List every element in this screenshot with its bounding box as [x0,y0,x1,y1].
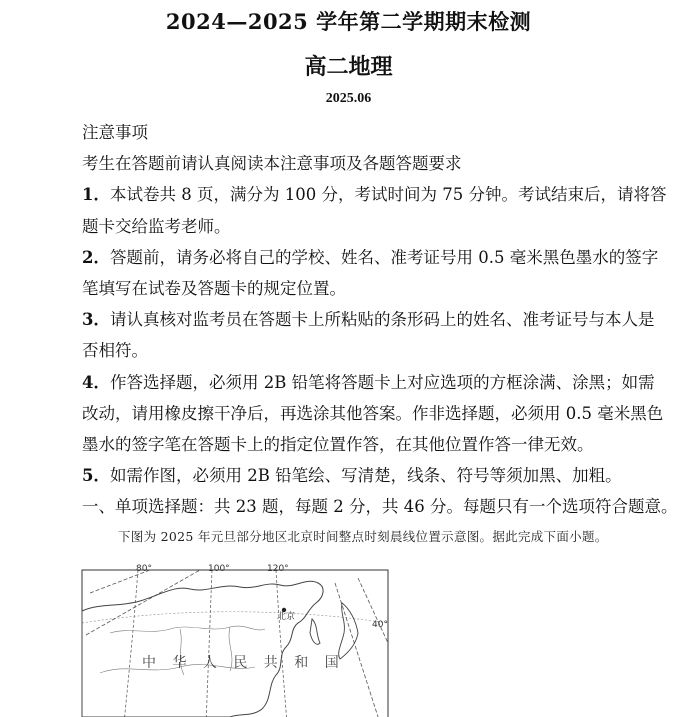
notes-heading: 注意事项 [82,123,148,142]
section-heading: 一、单项选择题：共 23 题，每题 2 分，共 46 分。每题只有一个选项符合题意。 [82,497,678,517]
map-longitude-label: 120° [267,564,289,574]
note-number: 5． [82,466,110,486]
notes-intro: 考生在答题前请认真阅读本注意事项及各题答题要求 [82,154,462,174]
notes-section [82,117,678,523]
note-item-3 [82,304,655,335]
map-country-label: 中 华 人 民 共 和 国 [142,655,345,671]
note-item-1 [82,179,667,210]
terminator-line [358,578,388,643]
map-latitude-label: 40° [372,620,388,630]
note-text: 请认真核对监考员在答题卡上所粘贴的条形码上的姓名、准考证号与本人是 [109,310,655,330]
note-item-4-cont-2: 墨水的签字笔在答题卡上的指定位置作答，在其他位置作答一律无效。 [82,435,594,455]
note-item-2 [82,242,659,273]
note-item-5 [82,460,647,491]
terminator-line [86,570,200,635]
note-text: 如需作图，必须用 2B 铅笔绘、写清楚，线条、符号等须加黑、加粗。 [109,466,622,486]
meridian-120 [276,570,287,717]
note-number: 4． [82,372,110,392]
note-number: 1． [82,185,110,205]
exam-date: 2025.06 [325,91,372,106]
meridian-80 [124,570,138,717]
note-item-4-cont-1: 改动，请用橡皮擦干净后，再选涂其他答案。作非选择题，必须用 0.5 毫米黑色 [82,403,664,423]
map-svg [80,563,390,717]
korea-outline [310,619,320,644]
note-item-3-cont: 否相符。 [82,341,148,361]
note-text: 答题前，请务必将自己的学校、姓名、准考证号用 0.5 毫米黑色墨水的签字 [109,247,659,267]
land-outline [82,581,323,717]
question-group-lead: 下图为 2025 年元旦部分地区北京时间整点时刻晨线位置示意图。据此完成下面小题。 [118,529,608,544]
note-number: 2． [82,247,110,267]
meridian-100 [206,570,212,717]
exam-subject: 高二地理 [304,54,393,80]
note-item-4 [82,367,655,398]
note-text: 本试卷共 8 页，满分为 100 分，考试时间为 75 分钟。考试结束后，请将答 [109,185,667,205]
map-longitude-label: 80° [136,564,152,574]
map-frame [82,570,388,717]
exam-title: 2024—2025 学年第二学期期末检测 [165,9,532,34]
note-number: 3． [82,310,110,330]
terminator-map [80,563,390,717]
note-text: 作答选择题，必须用 2B 铅笔将答题卡上对应选项的方框涂满、涂黑；如需 [109,372,655,392]
note-item-1-cont: 题卡交给监考老师。 [82,216,231,236]
map-city-label: 北京 [277,612,296,622]
map-longitude-label: 100° [208,564,230,574]
note-item-2-cont: 笔填写在试卷及答题卡的规定位置。 [82,279,346,299]
japan-outline [339,603,358,659]
